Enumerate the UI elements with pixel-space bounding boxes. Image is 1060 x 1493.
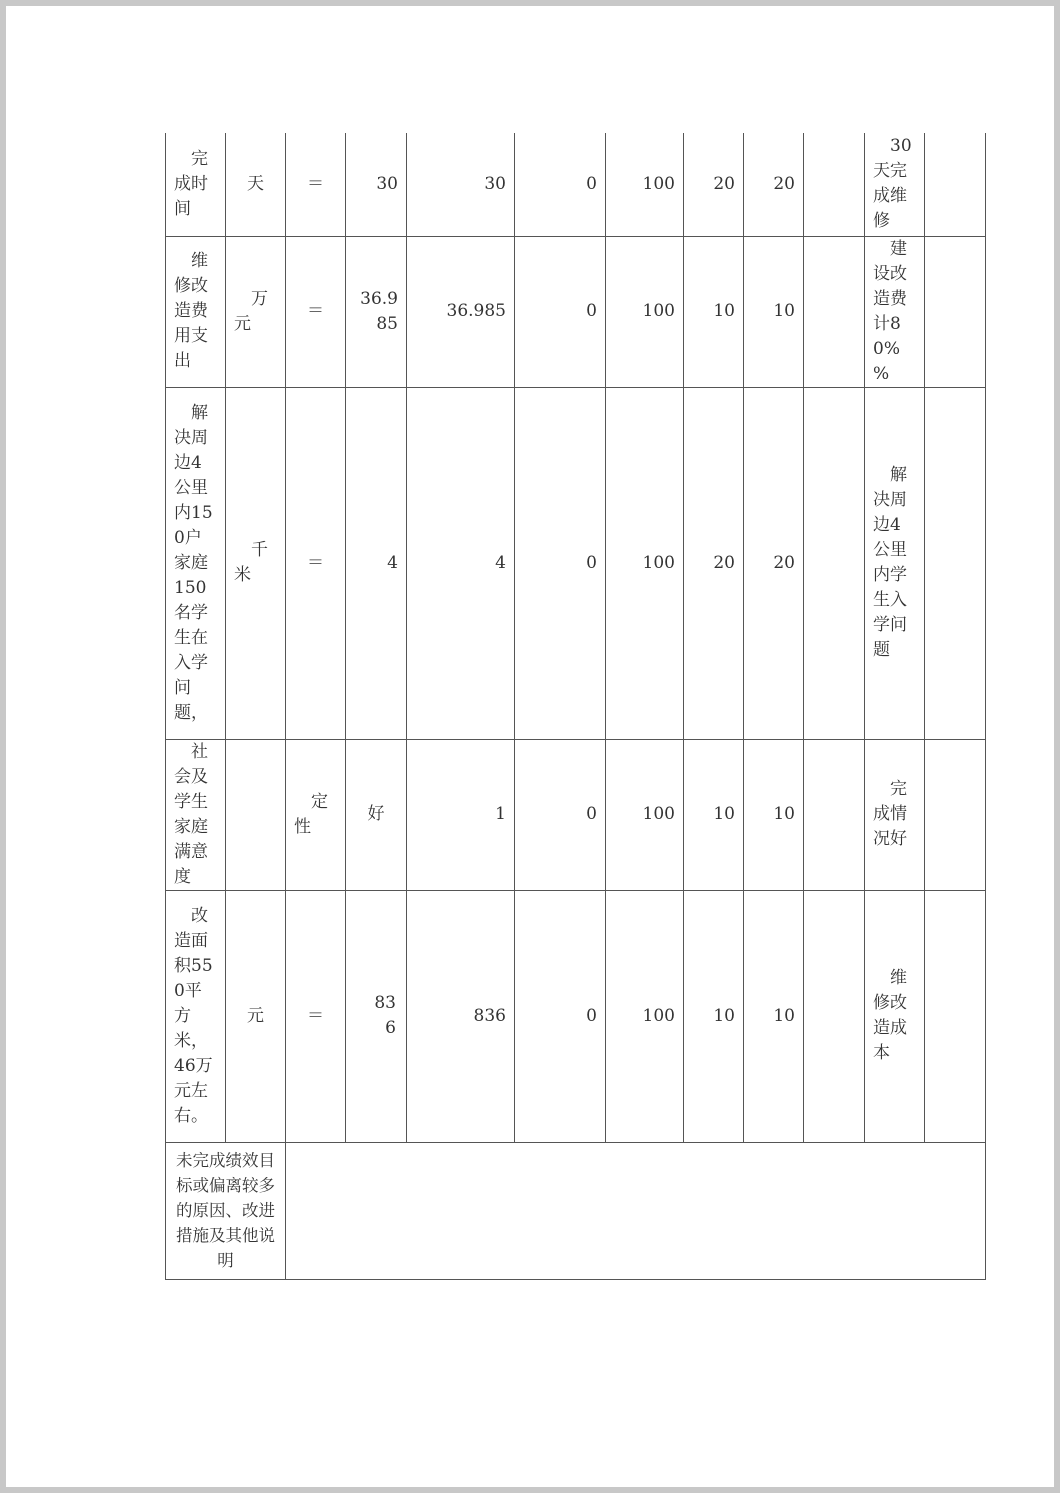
table-row: [166, 133, 986, 236]
completion-rate-cell: 100: [606, 739, 684, 890]
unit-cell: 元: [226, 890, 286, 1142]
completion-rate-cell: 100: [606, 133, 684, 236]
target-value-cell: 4: [346, 387, 407, 739]
indicator-cell: 社会及学生家庭满意度: [166, 739, 226, 890]
target-value-cell: 36.985: [346, 236, 407, 387]
target-value-cell: 好: [346, 739, 407, 890]
empty-cell: [804, 387, 865, 739]
remarks-label: 未完成绩效目标或偏离较多的原因、改进措施及其他说明: [166, 1142, 286, 1279]
note-cell: 30天完成维修: [865, 133, 925, 236]
empty-cell: [804, 236, 865, 387]
footer-row: [166, 1142, 986, 1279]
operator-cell: 定性: [286, 739, 346, 890]
note-cell: 解决周边4公里内学生入学问题: [865, 387, 925, 739]
target-value-cell: 30: [346, 133, 407, 236]
note-cell: 建设改造费计80%%: [865, 236, 925, 387]
document-page: [6, 6, 1054, 1487]
unit-cell: [226, 739, 286, 890]
indicator-cell: 完成时间: [166, 133, 226, 236]
actual-value-cell: 30: [407, 133, 515, 236]
score-cell: 20: [744, 387, 804, 739]
table-row: [166, 739, 986, 890]
completion-rate-cell: 100: [606, 387, 684, 739]
unit-cell: 万元: [226, 236, 286, 387]
weight-cell: 10: [684, 890, 744, 1142]
deviation-cell: 0: [515, 739, 606, 890]
score-cell: 10: [744, 890, 804, 1142]
operator-cell: ＝: [286, 387, 346, 739]
deviation-cell: 0: [515, 133, 606, 236]
empty-cell: [925, 133, 986, 236]
empty-cell: [804, 739, 865, 890]
empty-cell: [925, 236, 986, 387]
operator-cell: ＝: [286, 236, 346, 387]
actual-value-cell: 836: [407, 890, 515, 1142]
empty-cell: [804, 133, 865, 236]
remarks-content: [286, 1142, 986, 1279]
empty-cell: [804, 890, 865, 1142]
score-cell: 10: [744, 236, 804, 387]
target-value-cell: 836: [346, 890, 407, 1142]
actual-value-cell: 36.985: [407, 236, 515, 387]
table-row: [166, 890, 986, 1142]
weight-cell: 10: [684, 739, 744, 890]
operator-cell: ＝: [286, 890, 346, 1142]
score-cell: 10: [744, 739, 804, 890]
completion-rate-cell: 100: [606, 236, 684, 387]
table-row: [166, 387, 986, 739]
note-cell: 维修改造成本: [865, 890, 925, 1142]
deviation-cell: 0: [515, 387, 606, 739]
weight-cell: 10: [684, 236, 744, 387]
empty-cell: [925, 890, 986, 1142]
note-cell: 完成情况好: [865, 739, 925, 890]
completion-rate-cell: 100: [606, 890, 684, 1142]
indicator-cell: 维修改造费用支出: [166, 236, 226, 387]
deviation-cell: 0: [515, 236, 606, 387]
deviation-cell: 0: [515, 890, 606, 1142]
performance-table: [165, 133, 986, 1280]
indicator-cell: 解决周边4公里内150户家庭150名学生在入学问题，: [166, 387, 226, 739]
score-cell: 20: [744, 133, 804, 236]
empty-cell: [925, 387, 986, 739]
actual-value-cell: 4: [407, 387, 515, 739]
actual-value-cell: 1: [407, 739, 515, 890]
empty-cell: [925, 739, 986, 890]
weight-cell: 20: [684, 387, 744, 739]
operator-cell: ＝: [286, 133, 346, 236]
unit-cell: 千米: [226, 387, 286, 739]
unit-cell: 天: [226, 133, 286, 236]
weight-cell: 20: [684, 133, 744, 236]
table-row: [166, 236, 986, 387]
indicator-cell: 改造面积550平方米，46万元左右。: [166, 890, 226, 1142]
